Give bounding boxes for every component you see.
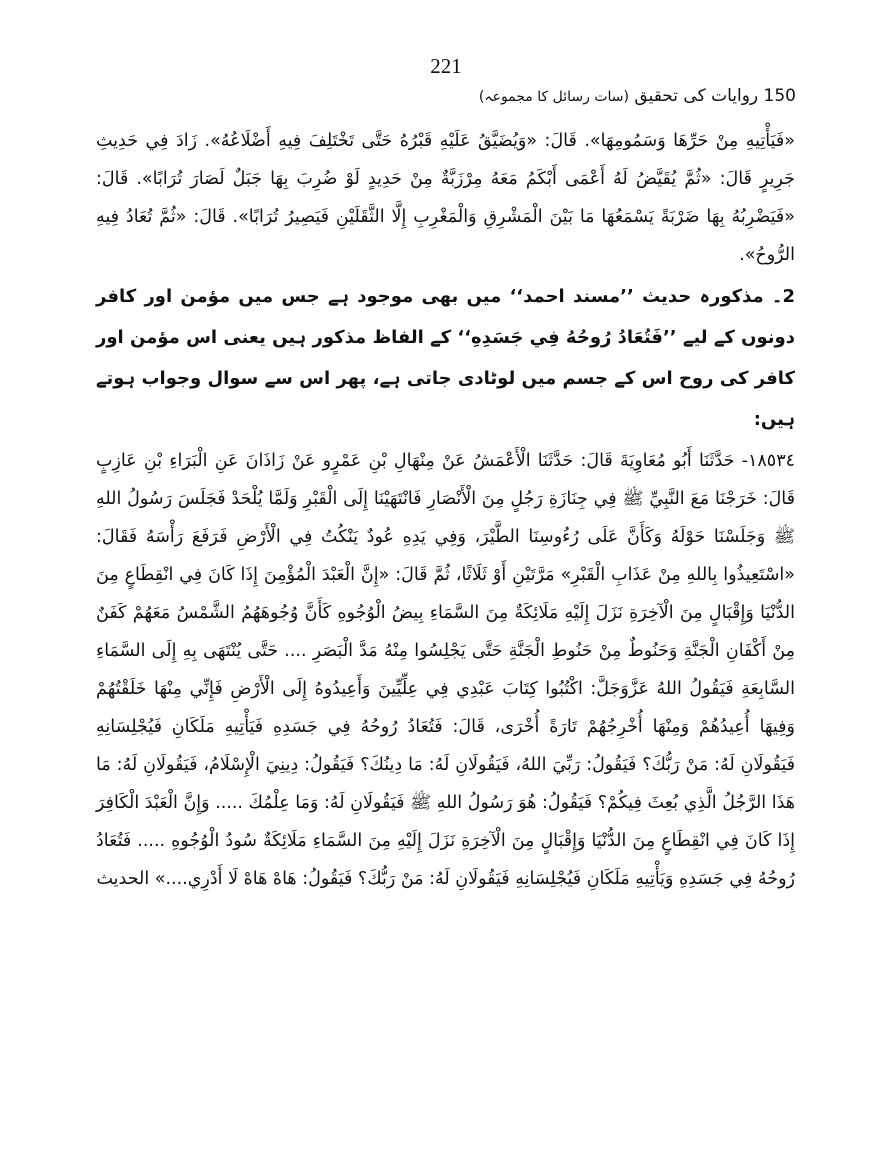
urdu-commentary-paragraph: 2۔ مذکورہ حدیث ’’مسند احمد‘‘ میں بھی موجود ہے جس میں مؤمن اور کافر دونوں کے لیے ’’فَتُعَادُ رُوحُهُ فِي جَسَدِهِ‘‘ کے الفاظ مذکور ہیں یعنی اس مؤمن اور کافر کی روح اس کے جسم میں لوٹادی جاتی ہے، پھر اس سے سوال وجواب ہوتے ہیں: bbox=[96, 286, 795, 430]
arabic-quote-paragraph: «فَيَأْتِيهِ مِنْ حَرِّهَا وَسَمُومِهَا». قَالَ: «وَيُضَيَّقُ عَلَيْهِ قَبْرُهُ حَتَّى تَخْتَلِفَ فِيهِ أَضْلَاعُهُ». زَادَ فِي حَدِيثِ جَرِيرٍ قَالَ: «ثُمَّ يُقَيَّضُ لَهُ أَعْمَى أَبْكَمُ مَعَهُ مِرْزَبَّةٌ مِنْ حَدِيدٍ لَوْ ضُرِبَ بِهَا جَبَلٌ لَصَارَ تُرَابًا». قَالَ: «فَيَضْرِبُهُ بِهَا ضَرْبَةً يَسْمَعُهَا مَا بَيْنَ الْمَشْرِقِ وَالْمَغْرِبِ إِلَّا الثَّقَلَيْنِ فَيَصِيرُ تُرَابًا». قَالَ: «ثُمَّ تُعَادُ فِيهِ الرُّوحُ». bbox=[96, 131, 795, 265]
page-number: 221 bbox=[430, 54, 462, 78]
page-body bbox=[96, 122, 795, 898]
hadith-text-paragraph: ١٨٥٣٤- حَدَّثَنَا أَبُو مُعَاوِيَةَ قَالَ: حَدَّثَنَا الْأَعْمَشُ عَنْ مِنْهَالِ بْنِ عَمْرٍو عَنْ زَاذَانَ عَنِ الْبَرَاءِ بْنِ عَازِبٍ قَالَ: خَرَجْنَا مَعَ النَّبِيِّ ﷺ فِي جِنَازَةِ رَجُلٍ مِنَ الْأَنْصَارِ فَانْتَهَيْنَا إِلَى الْقَبْرِ وَلَمَّا يُلْحَدْ فَجَلَسَ رَسُولُ اللهِ ﷺ وَجَلَسْنَا حَوْلَهُ وَكَأَنَّ عَلَى رُءُوسِنَا الطَّيْرَ، وَفِي يَدِهِ عُودٌ يَنْكُتُ فِي الْأَرْضِ فَرَفَعَ رَأْسَهُ فَقَالَ: «اسْتَعِيذُوا بِاللهِ مِنْ عَذَابِ الْقَبْرِ» مَرَّتَيْنِ أَوْ ثَلَاثًا، ثُمَّ قَالَ: «إِنَّ الْعَبْدَ الْمُؤْمِنَ إِذَا كَانَ فِي انْقِطَاعٍ مِنَ الدُّنْيَا وَإِقْبَالٍ مِنَ الْآخِرَةِ نَزَلَ إِلَيْهِ مَلَائِكَةٌ مِنَ السَّمَاءِ بِيضُ الْوُجُوهِ كَأَنَّ وُجُوهَهُمُ الشَّمْسُ مَعَهُمْ كَفَنٌ مِنْ أَكْفَانِ الْجَنَّةِ وَحَنُوطٌ مِنْ حَنُوطِ الْجَنَّةِ حَتَّى يَجْلِسُوا مِنْهُ مَدَّ الْبَصَرِ .... حَتَّى يُنْتَهَى بِهِ إِلَى السَّمَاءِ السَّابِعَةِ فَيَقُولُ اللهُ عَزَّوَجَلَّ: اكْتُبُوا كِتَابَ عَبْدِي فِي عِلِّيِّينَ وَأَعِيدُوهُ إِلَى الْأَرْضِ فَإِنِّي مِنْهَا خَلَقْتُهُمْ وَفِيهَا أُعِيدُهُمْ وَمِنْهَا أُخْرِجُهُمْ تَارَةً أُخْرَى، قَالَ: فَتُعَادُ رُوحُهُ فِي جَسَدِهِ فَيَأْتِيهِ مَلَكَانِ فَيُجْلِسَانِهِ فَيَقُولَانِ لَهُ: مَنْ رَبُّكَ؟ فَيَقُولُ: رَبِّيَ اللهُ، فَيَقُولَانِ لَهُ: مَا دِينُكَ؟ فَيَقُولُ: دِينِيَ الْإِسْلَامُ، فَيَقُولَانِ لَهُ: مَا هَذَا الرَّجُلُ الَّذِي بُعِثَ فِيكُمْ؟ فَيَقُولُ: هُوَ رَسُولُ اللهِ ﷺ فَيَقُولَانِ لَهُ: وَمَا عِلْمُكَ ..... وَإِنَّ الْعَبْدَ الْكَافِرَ إِذَا كَانَ فِي انْقِطَاعٍ مِنَ الدُّنْيَا وَإِقْبَالٍ مِنَ الْآخِرَةِ نَزَلَ إِلَيْهِ مِنَ السَّمَاءِ مَلَائِكَةٌ سُودُ الْوُجُوهِ ..... فَتُعَادُ رُوحُهُ فِي جَسَدِهِ وَيَأْتِيهِ مَلَكَانِ فَيُجْلِسَانِهِ فَيَقُولَانِ لَهُ: مَنْ رَبُّكَ؟ فَيَقُولُ: هَاهْ هَاهْ لَا أَدْرِي....» الحديث bbox=[96, 451, 795, 889]
running-header-subtitle: (سات رسائل کا مجموعہ) bbox=[478, 89, 629, 105]
running-header bbox=[479, 86, 796, 106]
running-header-title: 150 روایات کی تحقیق bbox=[634, 86, 796, 106]
